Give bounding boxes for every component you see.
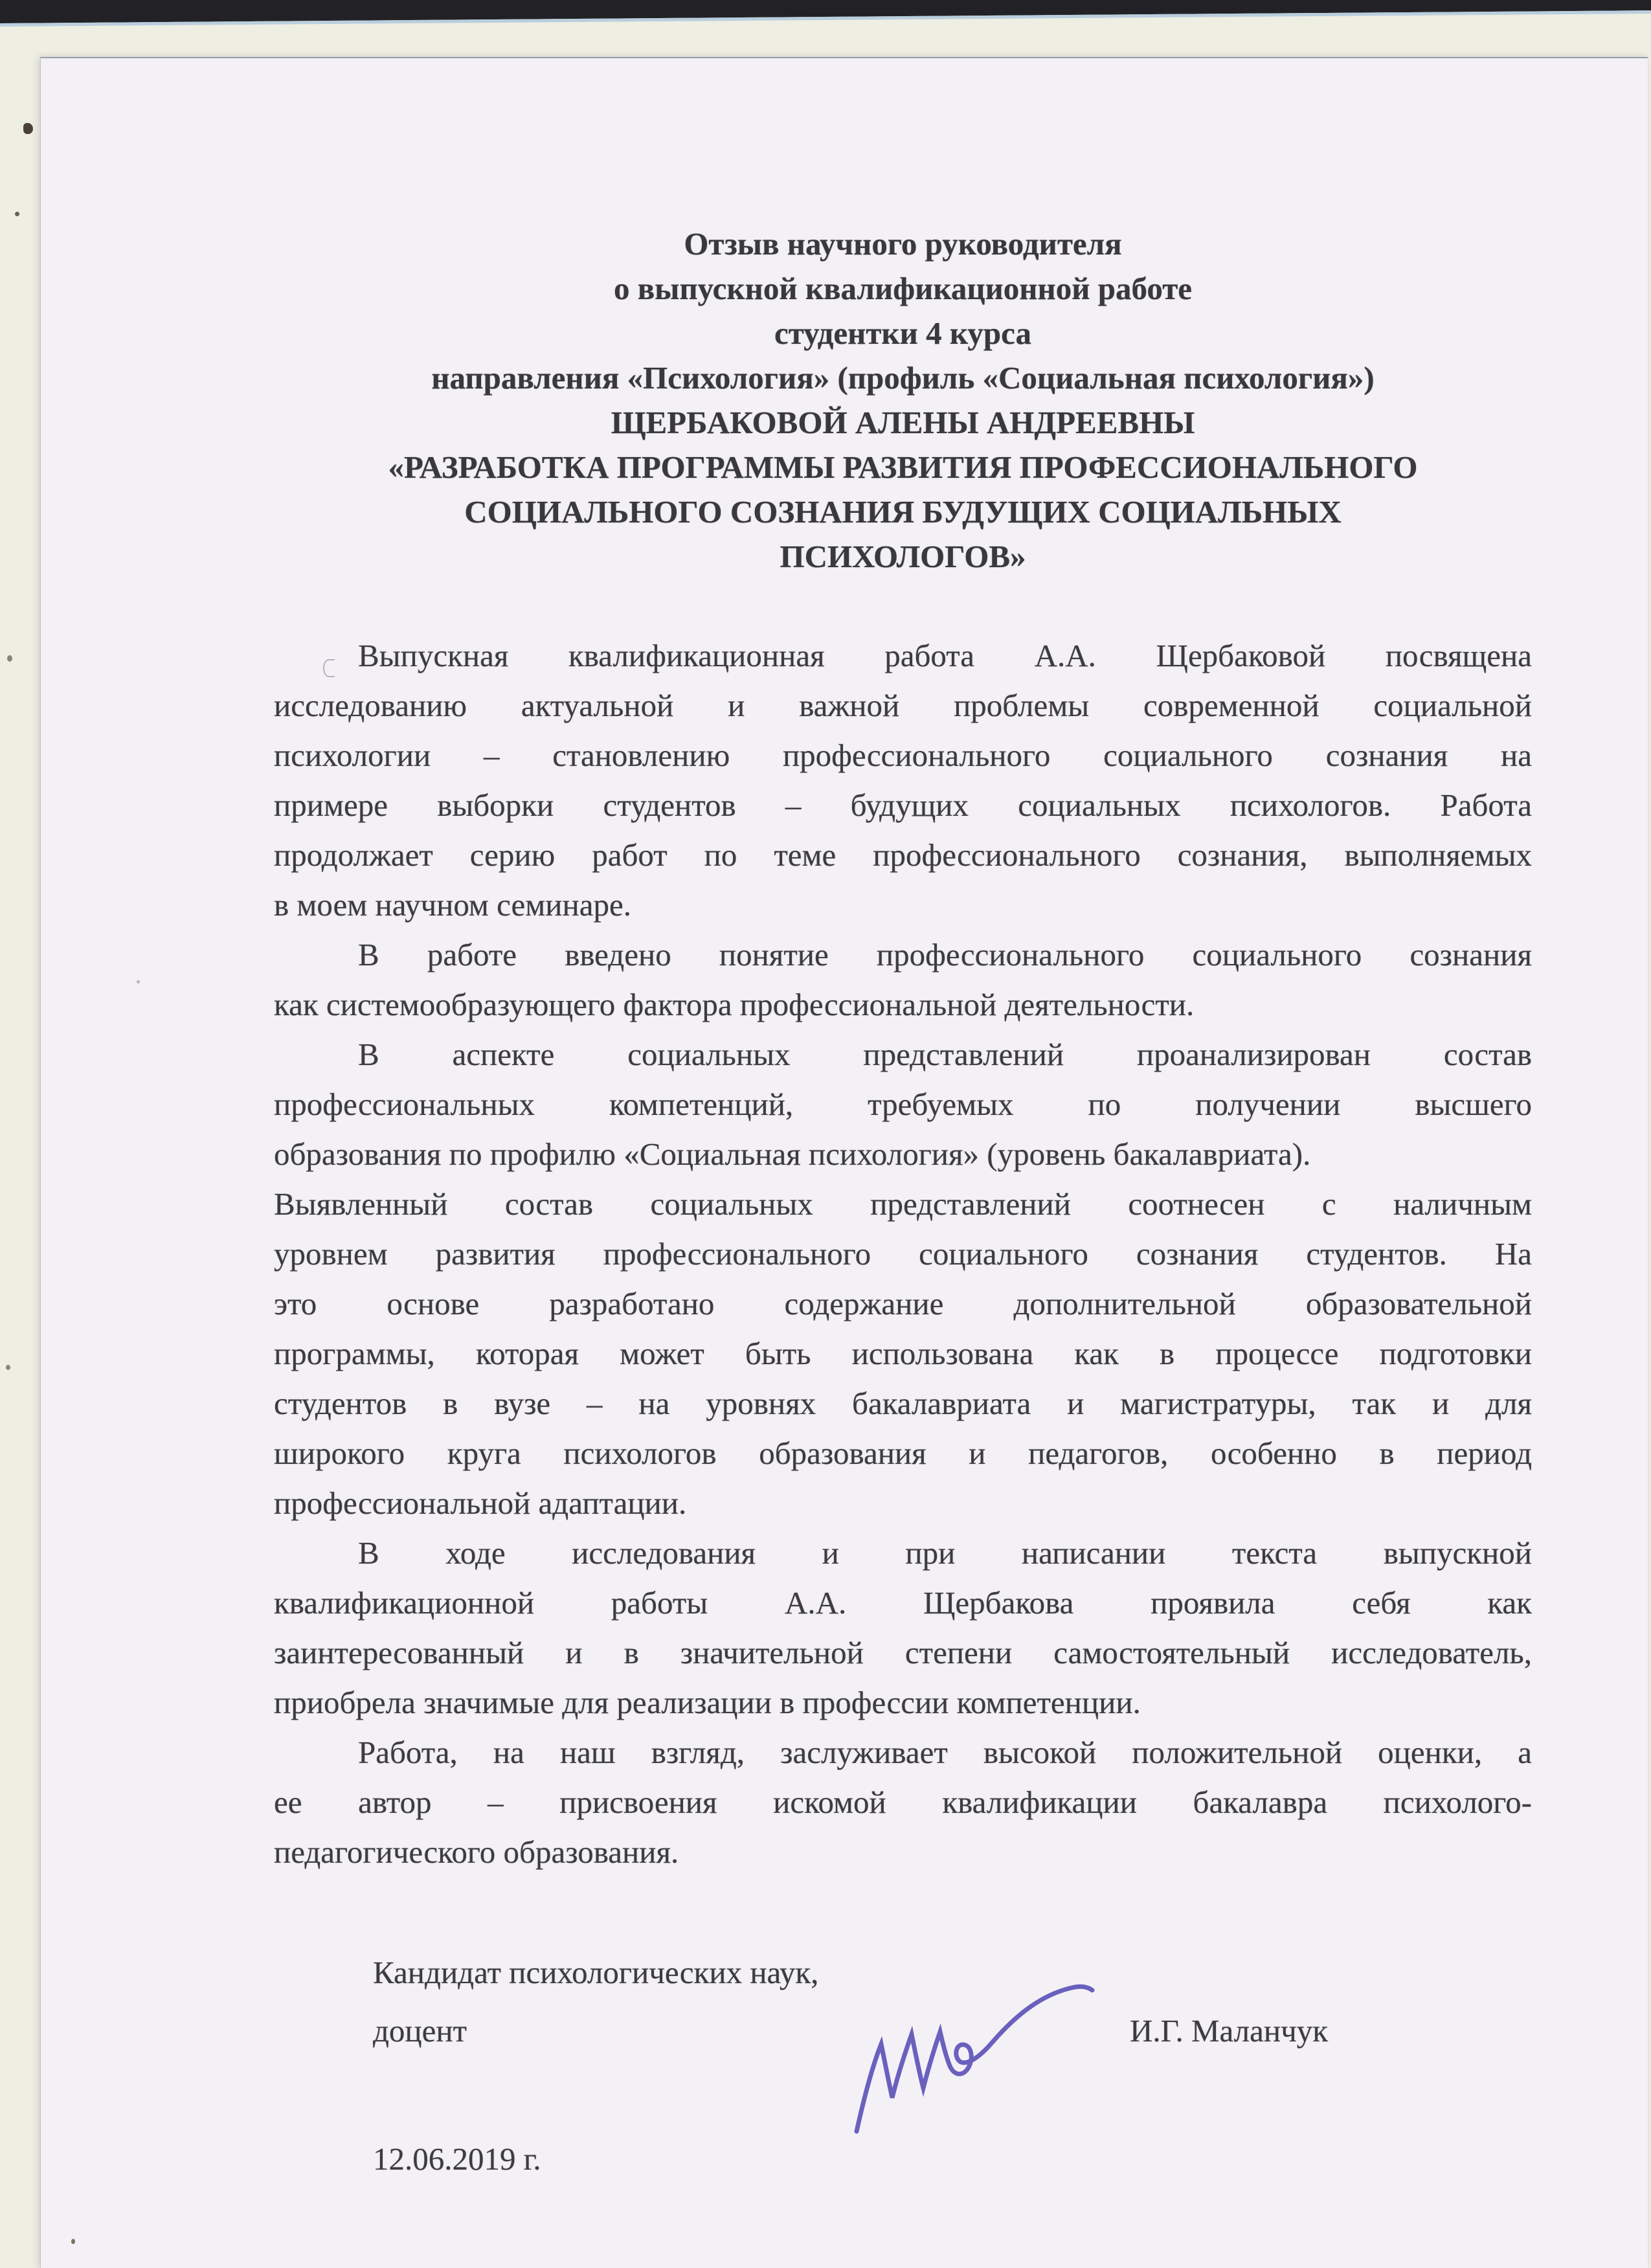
text-line: студентов в вузе – на уровнях бакалавриата и магистратуры, так и для: [274, 1386, 1532, 1421]
scan-speck: [71, 2239, 75, 2244]
document-page: [40, 57, 1648, 2268]
text-line: Работа, на наш взгляд, заслуживает высокой положительной оценки, а: [358, 1735, 1532, 1770]
document-title: [274, 221, 1532, 579]
text-line: программы, которая может быть использована как в процессе подготовки: [274, 1336, 1532, 1371]
scan-speck: [15, 212, 19, 216]
review-date: 12.06.2019 г.: [373, 2141, 541, 2177]
text-line: приобрела значимые для реализации в профессии компетенции.: [274, 1685, 1141, 1720]
text-line: профессиональной адаптации.: [274, 1485, 687, 1521]
scan-speck: [23, 123, 33, 134]
title-line: студентки 4 курса: [774, 315, 1032, 351]
text-line: педагогического образования.: [274, 1834, 679, 1870]
handwritten-signature: [823, 1963, 1108, 2138]
text-line: образования по профилю «Социальная психология» (уровень бакалавриата).: [274, 1136, 1311, 1172]
scan-speck: [137, 980, 140, 983]
scan-speck: [7, 655, 12, 662]
text-line: В ходе исследования и при написании текста выпускной: [358, 1535, 1532, 1571]
title-line: СОЦИАЛЬНОГО СОЗНАНИЯ БУДУЩИХ СОЦИАЛЬНЫХ: [464, 494, 1342, 530]
title-line: «РАЗРАБОТКА ПРОГРАММЫ РАЗВИТИЯ ПРОФЕССИОНАЛЬНОГО: [388, 449, 1418, 485]
supervisor-name: И.Г. Маланчук: [1130, 2013, 1329, 2049]
text-line: заинтересованный и в значительной степени самостоятельный исследователь,: [274, 1635, 1532, 1670]
title-line: Отзыв научного руководителя: [684, 226, 1122, 262]
text-line: исследованию актуальной и важной проблемы современной социальной: [274, 688, 1532, 723]
text-line: профессиональных компетенций, требуемых по получении высшего: [274, 1086, 1532, 1122]
text-line: психологии – становлению профессионального социального сознания на: [274, 737, 1532, 773]
title-line: направления «Психология» (профиль «Социальная психология»): [431, 360, 1375, 396]
text-line: В работе введено понятие профессионального социального сознания: [358, 937, 1532, 972]
scan-speck: [6, 1365, 10, 1370]
scanner-lid-edge: [0, 0, 1651, 45]
text-line: В аспекте социальных представлений проанализирован состав: [358, 1037, 1532, 1072]
text-line: Выявленный состав социальных представлений соотнесен с наличным: [274, 1186, 1532, 1222]
signer-degree: Кандидат психологических наук,: [373, 1955, 819, 1990]
title-line: ПСИХОЛОГОВ»: [780, 539, 1026, 574]
text-line: уровнем развития профессионального социального сознания студентов. На: [274, 1236, 1532, 1272]
text-line: это основе разработано содержание дополнительной образовательной: [274, 1286, 1532, 1321]
text-line: ее автор – присвоения искомой квалификации бакалавра психолого-: [274, 1784, 1532, 1820]
signer-position: доцент: [373, 2013, 467, 2049]
text-line: как системообразующего фактора профессиональной деятельности.: [274, 987, 1195, 1022]
document-body: [274, 631, 1532, 1877]
text-line: Выпускная квалификационная работа А.А. Щербаковой посвящена: [358, 638, 1532, 673]
text-line: в моем научном семинаре.: [274, 887, 631, 923]
text-line: продолжает серию работ по теме профессионального сознания, выполняемых: [274, 837, 1532, 873]
text-line: широкого круга психологов образования и педагогов, особенно в период: [274, 1435, 1532, 1471]
scan-artifact: [323, 659, 335, 677]
text-line: квалификационной работы А.А. Щербакова проявила себя как: [274, 1585, 1532, 1621]
text-line: примере выборки студентов – будущих социальных психологов. Работа: [274, 787, 1532, 823]
title-line: о выпускной квалификационной работе: [613, 271, 1193, 306]
title-line: ЩЕРБАКОВОЙ АЛЕНЫ АНДРЕЕВНЫ: [611, 405, 1195, 440]
